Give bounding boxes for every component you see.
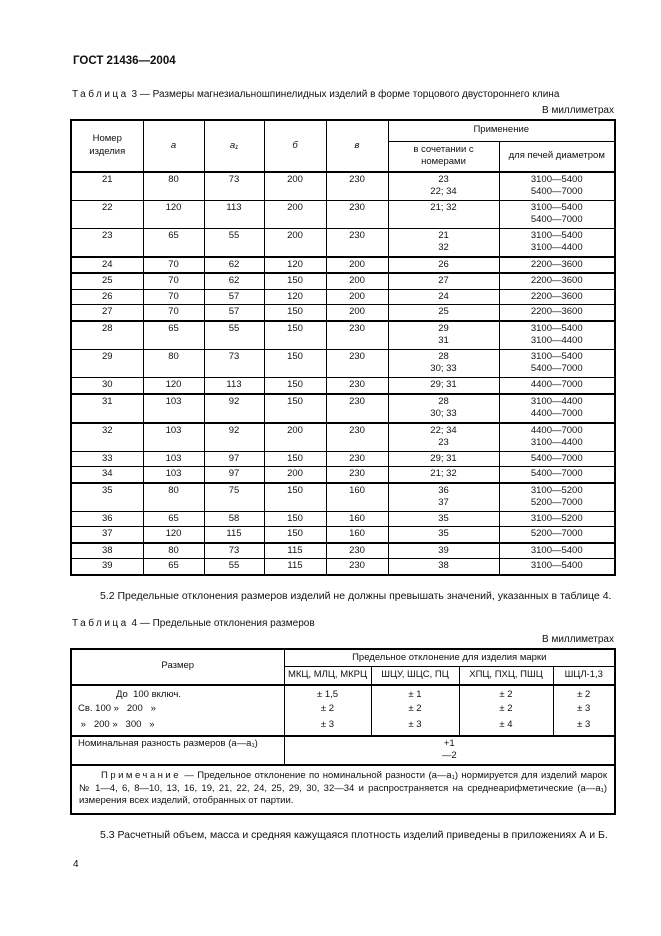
table4-caption: [70, 618, 614, 629]
table-cell: 150: [264, 378, 326, 394]
col-header-a: [143, 120, 204, 172]
table-cell: 29 31: [388, 321, 499, 350]
table-row: [71, 467, 615, 483]
table-cell: 3100—5200: [499, 511, 615, 527]
table-cell: 5400—7000: [499, 451, 615, 467]
table-cell: 230: [326, 451, 388, 467]
table-cell: 120: [143, 527, 204, 543]
table4-caption-label: Таблица: [72, 617, 129, 629]
table-cell: 4400—7000 3100—4400: [499, 423, 615, 452]
nominal-difference-value: +1 —2: [284, 736, 615, 765]
table-cell: 115: [264, 543, 326, 559]
table-cell: 2200—3600: [499, 273, 615, 289]
table-row: [71, 349, 615, 377]
table-cell: 39: [388, 543, 499, 559]
table-cell: 73: [204, 349, 264, 377]
table-cell: 230: [326, 200, 388, 228]
col-header-b: [264, 120, 326, 172]
table-cell: 33: [71, 451, 143, 467]
table-cell: 92: [204, 423, 264, 452]
size-row: [71, 685, 615, 703]
table-cell: 21 32: [388, 228, 499, 257]
table-row: [71, 289, 615, 305]
table-cell: 2200—3600: [499, 305, 615, 321]
table-cell: 150: [264, 305, 326, 321]
table-cell: 3100—5400 5400—7000: [499, 172, 615, 201]
table-cell: 27: [388, 273, 499, 289]
table-cell: 120: [264, 257, 326, 274]
table-cell: 230: [326, 172, 388, 201]
table-cell: 80: [143, 483, 204, 512]
table-row: [71, 172, 615, 201]
table-cell: 103: [143, 394, 204, 423]
table3-caption-text: — Размеры магнезиальношпинелидных изделий в форме торцового двустороннего клина: [139, 89, 560, 100]
table-row: [71, 378, 615, 394]
table-cell: ± 2: [553, 685, 615, 703]
table-cell: Св. 100 » 200 »: [71, 702, 284, 718]
table-cell: ± 2: [459, 702, 553, 718]
table-cell: 25: [71, 273, 143, 289]
table-cell: ± 2: [284, 702, 371, 718]
table3-header-row-1: [71, 120, 615, 141]
table-row: [71, 559, 615, 575]
table-cell: ± 1,5: [284, 685, 371, 703]
table3-unit-note: В миллиметрах: [542, 105, 614, 116]
table4-unit-note: В миллиметрах: [542, 633, 614, 645]
table-cell: 80: [143, 349, 204, 377]
table-cell: 160: [326, 511, 388, 527]
table-cell: 115: [264, 559, 326, 575]
table-cell: 115: [204, 527, 264, 543]
table-cell: 70: [143, 273, 204, 289]
note-text: — Предельное отклонение по номинальной разности (а—а₁) нормируется для изделий марок № 1—4, 6, 8—10, 13, 16, 19, 21, 22, 24, 25, 29, 30, 32—34 и распространяется на среднеарифметические (а—а₁) измерения всех изделий, отобранных от партии.: [79, 769, 607, 807]
table-cell: 230: [326, 559, 388, 575]
col-header-size: Размер: [71, 649, 284, 685]
table-cell: 70: [143, 257, 204, 274]
table-row: [71, 423, 615, 452]
col-header-mark-2: ШЦУ, ШЦС, ПЦ: [371, 667, 459, 685]
paragraph-5-3: 5.3 Расчетный объем, масса и средняя кажущаяся плотность изделий приведены в приложениях А и Б.: [100, 829, 608, 842]
doc-number: ГОСТ 21436—2004: [73, 55, 176, 67]
table-cell: 57: [204, 305, 264, 321]
size-row: [71, 718, 615, 736]
table-cell: 73: [204, 543, 264, 559]
table-cell: 70: [143, 289, 204, 305]
table3-caption: [70, 89, 614, 100]
table3-caption-label: Таблица: [72, 89, 129, 100]
table-cell: 230: [326, 349, 388, 377]
table-cell: 21; 32: [388, 467, 499, 483]
table-cell: 230: [326, 228, 388, 257]
table-cell: 36 37: [388, 483, 499, 512]
col-header-a1: [204, 120, 264, 172]
table-cell: 80: [143, 172, 204, 201]
table-cell: 2200—3600: [499, 289, 615, 305]
table-cell: 38: [388, 559, 499, 575]
table-cell: 29; 31: [388, 451, 499, 467]
table-cell: ± 2: [371, 702, 459, 718]
table-cell: 35: [71, 483, 143, 512]
table-cell: 32: [71, 423, 143, 452]
table-cell: » 200 » 300 »: [71, 718, 284, 736]
table-cell: 3100—5200 5200—7000: [499, 483, 615, 512]
table-cell: 35: [388, 511, 499, 527]
table-cell: 22; 34 23: [388, 423, 499, 452]
table-cell: 65: [143, 511, 204, 527]
col-header-item-number: Номер изделия: [71, 120, 143, 172]
table-row: [71, 305, 615, 321]
table-cell: 113: [204, 200, 264, 228]
table-cell: 27: [71, 305, 143, 321]
table-cell: 21: [71, 172, 143, 201]
table-tolerances: [70, 648, 616, 816]
table-row: [71, 228, 615, 257]
table-cell: 23 22; 34: [388, 172, 499, 201]
table-cell: 230: [326, 423, 388, 452]
table-cell: 150: [264, 394, 326, 423]
table-row: [71, 483, 615, 512]
table-cell: 26: [388, 257, 499, 274]
table3-body: [71, 172, 615, 575]
col-header-a1-label: а₁: [229, 139, 239, 151]
table4-note: [71, 765, 615, 814]
table-cell: 75: [204, 483, 264, 512]
table-cell: 70: [143, 305, 204, 321]
table-cell: 55: [204, 228, 264, 257]
table-cell: 30: [71, 378, 143, 394]
table-cell: 25: [388, 305, 499, 321]
table-cell: 65: [143, 228, 204, 257]
table-cell: 55: [204, 321, 264, 350]
table-cell: 28 30; 33: [388, 349, 499, 377]
table-cell: 120: [264, 289, 326, 305]
size-row: [71, 702, 615, 718]
table-cell: 24: [388, 289, 499, 305]
table-cell: 5400—7000: [499, 467, 615, 483]
table-row: [71, 200, 615, 228]
table-cell: 230: [326, 394, 388, 423]
table-cell: 65: [143, 321, 204, 350]
table-cell: 200: [264, 172, 326, 201]
table-cell: 58: [204, 511, 264, 527]
table-cell: 150: [264, 451, 326, 467]
table-cell: 113: [204, 378, 264, 394]
table-cell: 39: [71, 559, 143, 575]
table-cell: 62: [204, 257, 264, 274]
table-cell: 26: [71, 289, 143, 305]
table-cell: 230: [326, 467, 388, 483]
table-cell: 200: [264, 423, 326, 452]
col-header-v: [326, 120, 388, 172]
table-sizes: [70, 119, 616, 576]
table-cell: ± 4: [459, 718, 553, 736]
table-cell: 97: [204, 451, 264, 467]
table-cell: 3100—5400 5400—7000: [499, 349, 615, 377]
table-cell: 200: [264, 467, 326, 483]
table-cell: 55: [204, 559, 264, 575]
nominal-difference-label: Номинальная разность размеров (а—а₁): [71, 736, 284, 765]
table-row: [71, 527, 615, 543]
table-cell: 200: [264, 200, 326, 228]
table-cell: 28 30; 33: [388, 394, 499, 423]
table-row: [71, 394, 615, 423]
table-cell: 36: [71, 511, 143, 527]
table-cell: ± 1: [371, 685, 459, 703]
table-cell: 5200—7000: [499, 527, 615, 543]
table-cell: 65: [143, 559, 204, 575]
table-cell: 103: [143, 467, 204, 483]
table-cell: ± 3: [371, 718, 459, 736]
table4-caption-text: — Предельные отклонения размеров: [139, 617, 315, 629]
table-cell: 200: [326, 273, 388, 289]
table-cell: 150: [264, 273, 326, 289]
table-cell: ± 3: [284, 718, 371, 736]
table-cell: 150: [264, 321, 326, 350]
table-cell: 3100—5400: [499, 559, 615, 575]
table4-header-row-1: [71, 649, 615, 667]
table-cell: ± 2: [459, 685, 553, 703]
col-header-v-label: в: [354, 139, 360, 151]
table-cell: 3100—5400 3100—4400: [499, 321, 615, 350]
table-row: [71, 451, 615, 467]
table-cell: 230: [326, 321, 388, 350]
table-cell: 57: [204, 289, 264, 305]
table-row: [71, 321, 615, 350]
table-cell: 3100—4400 4400—7000: [499, 394, 615, 423]
table-cell: 160: [326, 483, 388, 512]
table-cell: 103: [143, 423, 204, 452]
table-cell: 3100—5400 3100—4400: [499, 228, 615, 257]
table-row: [71, 273, 615, 289]
col-header-kiln-diameter: для печей диаметром: [499, 141, 615, 172]
col-header-mark-4: ШЦЛ-1,3: [553, 667, 615, 685]
col-header-b-label: б: [292, 139, 298, 151]
table-cell: 38: [71, 543, 143, 559]
note-label: Примечание: [101, 769, 181, 781]
col-header-mark-3: ХПЦ, ПХЦ, ПШЦ: [459, 667, 553, 685]
table-cell: 29: [71, 349, 143, 377]
col-header-combination: в сочетании с номерами: [388, 141, 499, 172]
table-cell: 28: [71, 321, 143, 350]
table-cell: 80: [143, 543, 204, 559]
paragraph-5-2: 5.2 Предельные отклонения размеров изделий не должны превышать значений, указанных в таблице 4.: [100, 589, 612, 602]
table-cell: 150: [264, 511, 326, 527]
table-cell: 103: [143, 451, 204, 467]
table-row: [71, 257, 615, 274]
table-cell: 230: [326, 543, 388, 559]
table4-body: [71, 685, 615, 736]
table4-caption-number: 4: [131, 617, 138, 629]
table-cell: ± 3: [553, 718, 615, 736]
table-row: [71, 543, 615, 559]
col-header-mark-1: МКЦ, МЛЦ, МКРЦ: [284, 667, 371, 685]
note-row: [71, 765, 615, 814]
table-cell: 24: [71, 257, 143, 274]
table-cell: 120: [143, 200, 204, 228]
col-header-application: Применение: [388, 120, 615, 141]
table-cell: 62: [204, 273, 264, 289]
table-cell: 29; 31: [388, 378, 499, 394]
table-cell: 150: [264, 349, 326, 377]
table-cell: 160: [326, 527, 388, 543]
table-cell: ± 3: [553, 702, 615, 718]
col-header-a-label: а: [170, 139, 177, 151]
col-header-tolerance-group: Предельное отклонение для изделия марки: [284, 649, 615, 667]
table-cell: 37: [71, 527, 143, 543]
table-cell: 200: [326, 289, 388, 305]
table-cell: 31: [71, 394, 143, 423]
table-cell: 200: [326, 305, 388, 321]
nominal-difference-row: [71, 736, 615, 765]
table-cell: 35: [388, 527, 499, 543]
table-cell: 150: [264, 527, 326, 543]
table-cell: 2200—3600: [499, 257, 615, 274]
table-cell: 22: [71, 200, 143, 228]
table-cell: 21; 32: [388, 200, 499, 228]
table-cell: 4400—7000: [499, 378, 615, 394]
table3-caption-number: 3: [131, 89, 138, 100]
table-cell: 73: [204, 172, 264, 201]
table-cell: 3100—5400 5400—7000: [499, 200, 615, 228]
table-cell: 200: [264, 228, 326, 257]
table-cell: 23: [71, 228, 143, 257]
table-cell: 200: [326, 257, 388, 274]
table-cell: 34: [71, 467, 143, 483]
table-cell: До 100 включ.: [71, 685, 284, 703]
table-cell: 92: [204, 394, 264, 423]
page-number: 4: [73, 858, 79, 870]
table-cell: 230: [326, 378, 388, 394]
table-cell: 120: [143, 378, 204, 394]
table-row: [71, 511, 615, 527]
table-cell: 150: [264, 483, 326, 512]
table-cell: 97: [204, 467, 264, 483]
table-cell: 3100—5400: [499, 543, 615, 559]
